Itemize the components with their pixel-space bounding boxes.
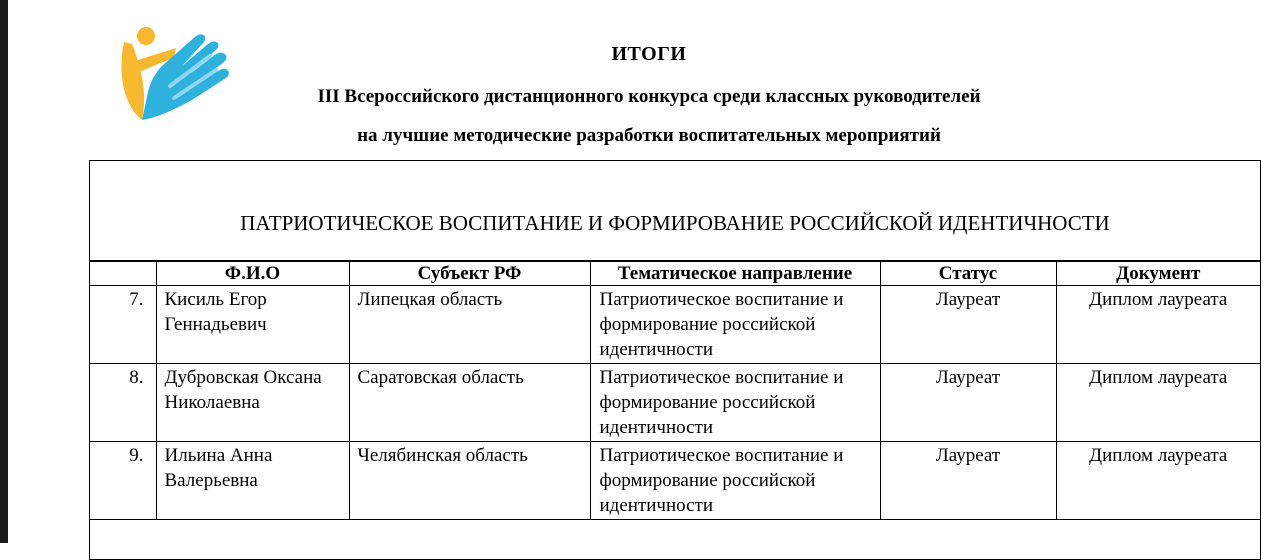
participant-status: Лауреат xyxy=(880,442,1056,520)
col-header-status: Статус xyxy=(880,262,1056,286)
results-frame xyxy=(89,160,1261,560)
participant-status: Лауреат xyxy=(880,364,1056,442)
participant-region: Челябинская область xyxy=(349,442,590,520)
doc-subtitle-line1: III Всероссийского дистанционного конкурса среди классных руководителей xyxy=(317,86,981,107)
participant-region: Липецкая область xyxy=(349,286,590,364)
table-row xyxy=(90,286,1260,364)
col-header-region: Субъект РФ xyxy=(349,262,590,286)
table-header-row xyxy=(90,262,1260,286)
section-title: ПАТРИОТИЧЕСКОЕ ВОСПИТАНИЕ И ФОРМИРОВАНИЕ РОССИЙСКОЙ ИДЕНТИЧНОСТИ xyxy=(240,211,1110,235)
col-header-document: Документ xyxy=(1056,262,1260,286)
participant-document: Диплом лауреата xyxy=(1056,286,1260,364)
participant-name: Дубровская Оксана Николаевна xyxy=(156,364,349,442)
participant-region: Саратовская область xyxy=(349,364,590,442)
doc-subtitle-line2: на лучшие методические разработки воспитательных мероприятий xyxy=(357,125,941,146)
participant-status: Лауреат xyxy=(880,286,1056,364)
col-header-number xyxy=(90,262,156,286)
col-header-theme: Тематическое направление xyxy=(590,262,880,286)
table-row xyxy=(90,442,1260,520)
doc-title: ИТОГИ xyxy=(611,43,687,65)
row-number: 9. xyxy=(90,442,156,520)
viewer-left-edge xyxy=(0,0,8,543)
hands-logo-icon xyxy=(112,22,234,124)
col-header-name: Ф.И.О xyxy=(156,262,349,286)
participant-name: Кисиль Егор Геннадьевич xyxy=(156,286,349,364)
row-number: 7. xyxy=(90,286,156,364)
participant-name: Ильина Анна Валерьевна xyxy=(156,442,349,520)
participant-document: Диплом лауреата xyxy=(1056,442,1260,520)
results-table xyxy=(90,261,1260,520)
table-row xyxy=(90,364,1260,442)
participant-theme: Патриотическое воспитание и формирование российской идентичности xyxy=(590,286,880,364)
participant-theme: Патриотическое воспитание и формирование российской идентичности xyxy=(590,364,880,442)
row-number: 8. xyxy=(90,364,156,442)
section-header xyxy=(90,161,1260,261)
participant-document: Диплом лауреата xyxy=(1056,364,1260,442)
participant-theme: Патриотическое воспитание и формирование российской идентичности xyxy=(590,442,880,520)
